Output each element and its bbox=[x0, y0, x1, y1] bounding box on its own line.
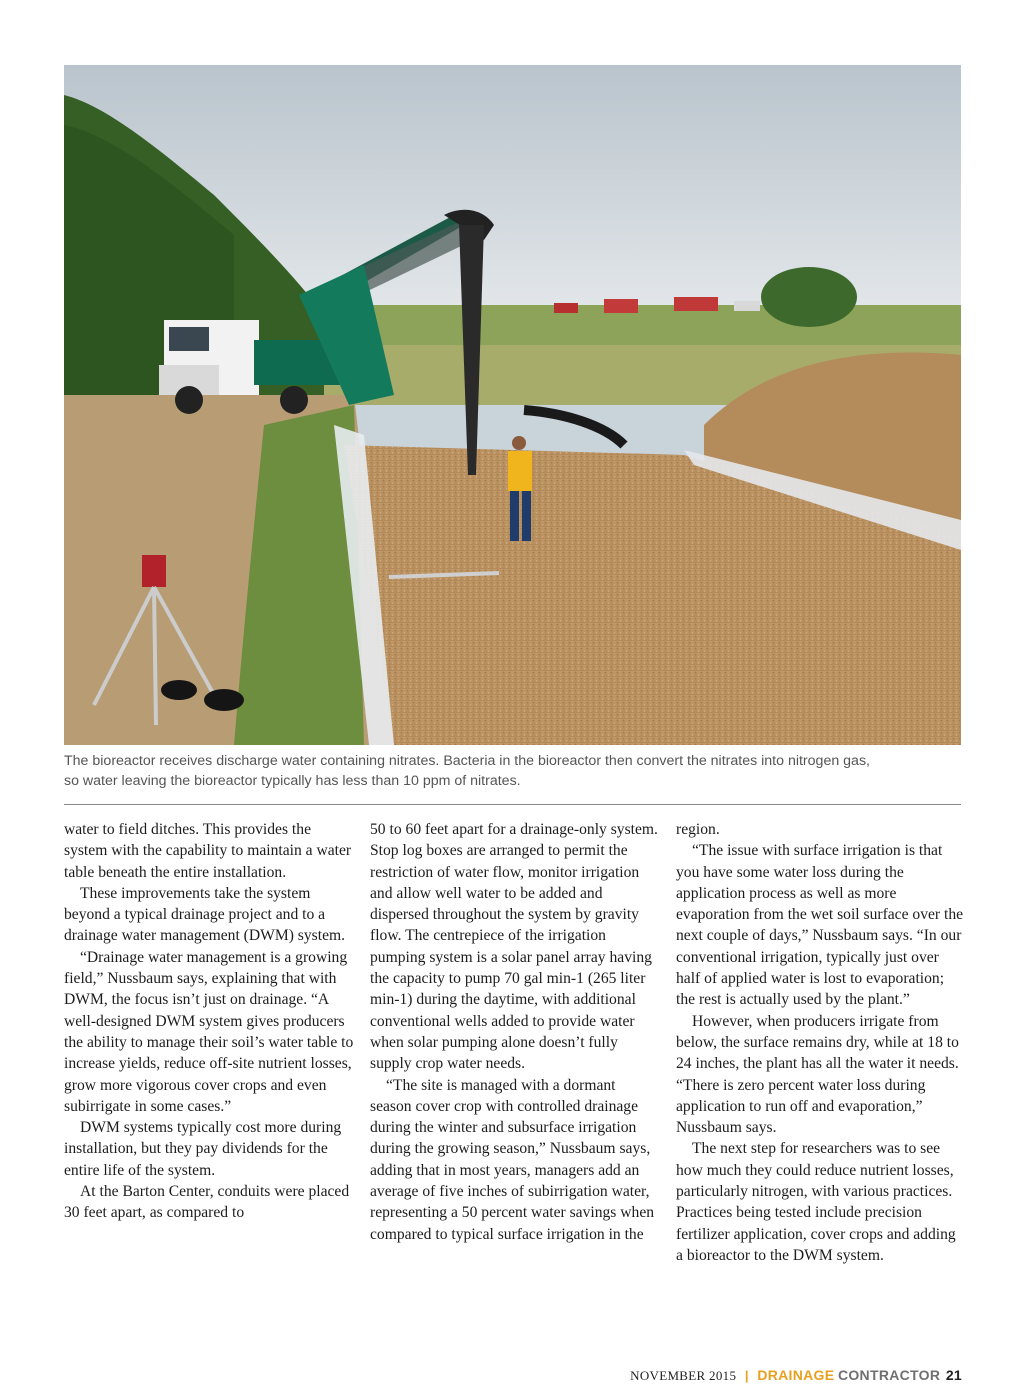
paragraph: However, when producers irrigate from below, the surface remains dry, while at 18 to 24 inches, the plant has all the water it needs. “There is zero percent water loss during application to run off and evaporation,” Nussbaum says. bbox=[676, 1012, 959, 1137]
paragraph: The next step for researchers was to see how much they could reduce nutrient losses, particularly nitrogen, with various practices. Practices being tested include precision fertilizer application, cover crops and adding a bioreactor to the DWM system. bbox=[676, 1140, 956, 1264]
issue-date: NOVEMBER 2015 bbox=[630, 1368, 737, 1383]
footer-separator: | bbox=[744, 1368, 749, 1383]
coupler bbox=[204, 689, 244, 711]
bioreactor-photo bbox=[64, 65, 961, 745]
paragraph: region. bbox=[676, 821, 720, 838]
drain-pipe bbox=[524, 410, 624, 445]
paragraph: DWM systems typically cost more during installation, but they pay dividends for the entire life of the system. bbox=[64, 1119, 342, 1179]
distant-tree bbox=[761, 267, 857, 327]
paragraph: “Drainage water management is a growing field,” Nussbaum says, explaining that with DWM, the focus isn’t just on drainage. “A well-designed DWM system gives producers the ability to manage their soil’s water table to increase yields, reduce off-site nutrient losses, grow more vigorous cover crops and even subirrigate in some cases.” bbox=[64, 948, 354, 1115]
paragraph: “The issue with surface irrigation is that you have some water loss during the application process as well as more evaporation from the wet soil surface over the next couple of days,” Nussbaum says. “In our conventional irrigation, typically just over half of applied water is lost to evaporation; the rest is actually used by the plant.” bbox=[676, 842, 964, 1009]
page-footer bbox=[630, 1367, 962, 1384]
caption-divider bbox=[64, 804, 961, 805]
caption-line-2: so water leaving the bioreactor typically has less than 10 ppm of nitrates. bbox=[64, 773, 521, 789]
paragraph: water to field ditches. This provides the system with the capability to maintain a water table beneath the entire installation. bbox=[64, 821, 352, 881]
magazine-name-part-2: CONTRACTOR bbox=[837, 1367, 941, 1383]
article-column-3 bbox=[676, 819, 966, 1266]
magazine-name-part-1: DRAINAGE bbox=[757, 1367, 835, 1383]
photo-caption bbox=[64, 751, 964, 791]
paragraph: These improvements take the system beyond a typical drainage project and to a drainage water management (DWM) system. bbox=[64, 884, 346, 945]
paragraph: “The site is managed with a dormant season cover crop with controlled drainage during the winter and subsurface irrigation during the growing season,” Nussbaum says, adding that in most years, managers add an average of five inches of subirrigation water, representing a 50 percent water savings when compared to typical surface irrigation in the bbox=[370, 1076, 655, 1243]
article-column-1 bbox=[64, 819, 354, 1224]
paragraph: At the Barton Center, conduits were placed 30 feet apart, as compared to bbox=[64, 1183, 350, 1222]
coupler bbox=[161, 680, 197, 700]
paragraph: 50 to 60 feet apart for a drainage-only system. Stop log boxes are arranged to permit the restriction of water flow, monitor irrigation and allow well water to be added and dispersed throughout the system by gravity flow. The centrepiece of the irrigation pumping system is a solar panel array having the capacity to pump 70 gal min-1 (265 liter min-1) during the daytime, with additional conventional wells added to provide water when solar pumping alone doesn’t fully supply crop water needs. bbox=[370, 821, 658, 1073]
page-number: 21 bbox=[945, 1367, 962, 1383]
photo-illustration bbox=[64, 65, 961, 745]
article-column-2 bbox=[370, 819, 660, 1245]
caption-line-1: The bioreactor receives discharge water containing nitrates. Bacteria in the bioreactor then convert the nitrates into nitrogen gas, bbox=[64, 753, 870, 769]
